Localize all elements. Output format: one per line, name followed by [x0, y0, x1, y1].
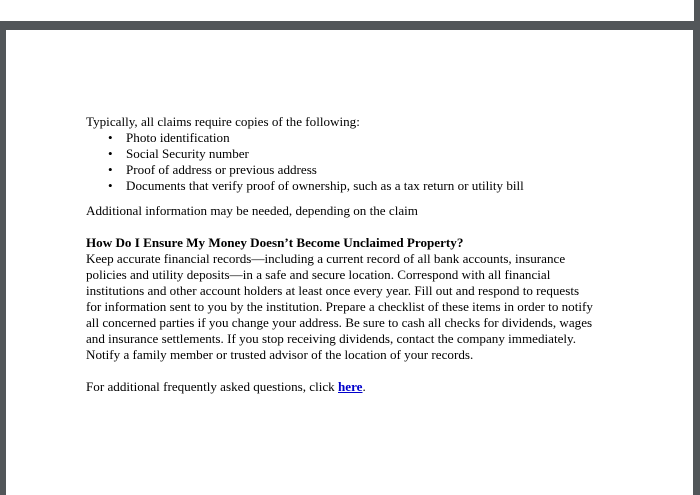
faq-prefix: For additional frequently asked questions, click: [86, 379, 338, 394]
document-page: [6, 30, 693, 495]
section-body: [86, 251, 646, 363]
body-line: all concerned parties if you change your address. Be sure to cash all checks for dividends, wages: [86, 315, 593, 330]
list-item: [108, 162, 646, 178]
list-item-text: Proof of address or previous address: [126, 162, 317, 177]
list-item: [108, 178, 646, 194]
body-line: policies and utility deposits—in a safe and secure location. Correspond with all financial: [86, 267, 551, 282]
list-item: [108, 130, 646, 146]
list-item-text: Social Security number: [126, 146, 249, 161]
faq-here-link[interactable]: here: [338, 379, 363, 394]
body-line: institutions and other account holders at least once every year. Fill out and respond to requests: [86, 283, 580, 298]
section-heading: How Do I Ensure My Money Doesn’t Become Unclaimed Property?: [86, 235, 464, 250]
claims-intro: Typically, all claims require copies of the following:: [86, 114, 360, 129]
body-line: and insurance settlements. If you stop receiving dividends, contact the company immediately.: [86, 331, 577, 346]
list-item-text: Photo identification: [126, 130, 230, 145]
bullet-icon: •: [108, 178, 113, 193]
bullet-icon: •: [108, 146, 113, 161]
previous-page-edge: [0, 0, 694, 21]
body-line: Keep accurate financial records—including a current record of all bank accounts, insurance: [86, 251, 566, 266]
additional-info: Additional information may be needed, depending on the claim: [86, 203, 418, 218]
body-line: for information sent to you by the institution. Prepare a checklist of these items in order to notify: [86, 299, 593, 314]
body-line: Notify a family member or trusted advisor of the location of your records.: [86, 347, 474, 362]
list-item-text: Documents that verify proof of ownership, such as a tax return or utility bill: [126, 178, 524, 193]
list-item: [108, 146, 646, 162]
bullet-icon: •: [108, 130, 113, 145]
next-page-edge: [110, 490, 693, 495]
requirements-list: [86, 130, 646, 194]
page-content: [86, 114, 646, 395]
faq-line: [86, 379, 646, 395]
faq-suffix: .: [362, 379, 366, 394]
bullet-icon: •: [108, 162, 113, 177]
